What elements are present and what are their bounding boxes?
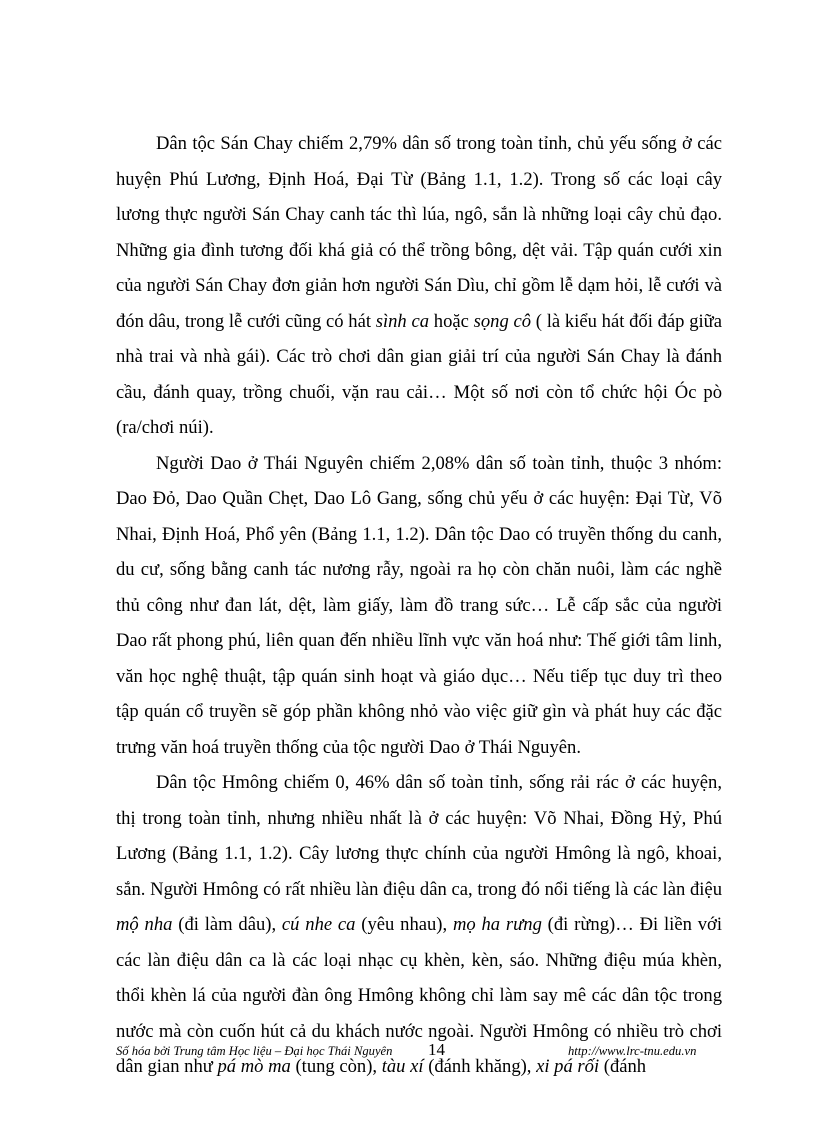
- italic-term: cú nhe ca: [281, 914, 356, 935]
- page-footer: [116, 1040, 722, 1066]
- text-run: (đánh: [599, 1056, 647, 1077]
- paragraph-dao: [116, 446, 722, 766]
- italic-term: sình ca: [375, 310, 430, 332]
- text-run: hoặc: [429, 310, 474, 332]
- paragraph-san-chay: [116, 126, 722, 446]
- italic-term: pá mò ma: [217, 1056, 291, 1077]
- italic-term: tàu xí: [381, 1056, 424, 1077]
- text-run: Dân tộc Sán Chay chiếm 2,79% dân số trong toàn tỉnh, chủ yếu sống ở các huyện Phú Lương, Định Hoá, Đại Từ (Bảng 1.1, 1.2). Trong số các loại cây lương thực người Sán Chay canh tác thì lúa, ngô, sắn là những loại cây chủ đạo. Những gia đình tương đối khá giả có thể trồng bông, dệt vải. Tập quán cưới xin của người Sán Chay đơn giản hơn người Sán Dìu, chỉ gồm lễ dạm hỏi, lễ cưới và đón dâu, trong lễ cưới cũng có hát: [116, 133, 722, 332]
- footer-digitized-by: Số hóa bởi Trung tâm Học liệu – Đại học Thái Nguyên: [116, 1044, 393, 1058]
- text-run: Người Dao ở Thái Nguyên chiếm 2,08% dân số toàn tỉnh, thuộc 3 nhóm: Dao Đỏ, Dao Quần Chẹt, Dao Lô Gang, sống chủ yếu ở các huyện: Đại Từ, Võ Nhai, Định Hoá, Phổ yên (Bảng 1.1, 1.2). Dân tộc Dao có truyền thống du canh, du cư, sống bằng canh tác nương rẫy, ngoài ra họ còn chăn nuôi, làm các nghề thủ công như đan lát, dệt, làm giấy, làm đồ trang sức… Lễ cấp sắc của người Dao rất phong phú, liên quan đến nhiều lĩnh vực văn hoá như: Thế giới tâm linh, văn học nghệ thuật, tập quán sinh hoạt và giáo dục… Nếu tiếp tục duy trì theo tập quán cổ truyền sẽ góp phần không nhỏ vào việc giữ gìn và phát huy các đặc trưng văn hoá truyền thống của tộc người Dao ở Thái Nguyên.: [116, 452, 722, 758]
- text-run: (đánh khăng),: [423, 1056, 537, 1077]
- italic-term: mọ ha rưng: [452, 914, 542, 935]
- page-number: 14: [428, 1040, 445, 1059]
- text-run: (tung còn),: [290, 1056, 382, 1077]
- page-body: [116, 126, 722, 1085]
- italic-term: sọng cô: [473, 310, 532, 332]
- text-run: ( là kiểu hát đối đáp giữa nhà trai và nhà gái). Các trò chơi dân gian giải trí của người Sán Chay là đánh cầu, đánh quay, trồng chuối, vặn rau cải… Một số nơi còn tổ chức hội Óc pò (ra/chơi núi).: [116, 310, 722, 438]
- italic-term: mộ nha: [116, 914, 173, 935]
- text-run: (yêu nhau),: [355, 914, 453, 935]
- text-run: Dân tộc Hmông chiếm 0, 46% dân số toàn tỉnh, sống rải rác ở các huyện, thị trong toàn tỉnh, nhưng nhiều nhất là ở các huyện: Võ Nhai, Đồng Hỷ, Phú Lương (Bảng 1.1, 1.2). Cây lương thực chính của người Hmông là ngô, khoai, sắn. Người Hmông có rất nhiều làn điệu dân ca, trong đó nổi tiếng là các làn điệu: [116, 772, 722, 900]
- text-run: (đi làm dâu),: [172, 914, 282, 935]
- paragraph-hmong: [116, 765, 722, 1085]
- footer-url: http://www.lrc-tnu.edu.vn: [568, 1044, 697, 1058]
- italic-term: xi pá rối: [536, 1056, 600, 1077]
- text-run: (đi rừng)… Đi liền với các làn điệu dân ca là các loại nhạc cụ khèn, kèn, sáo. Những điệu múa khèn, thổi khèn lá của người đàn ông Hmông không chỉ làm say mê các dân tộc trong nước mà còn cuốn hút cả du khách nước ngoài. Người Hmông có nhiều trò chơi dân gian như: [116, 914, 723, 1077]
